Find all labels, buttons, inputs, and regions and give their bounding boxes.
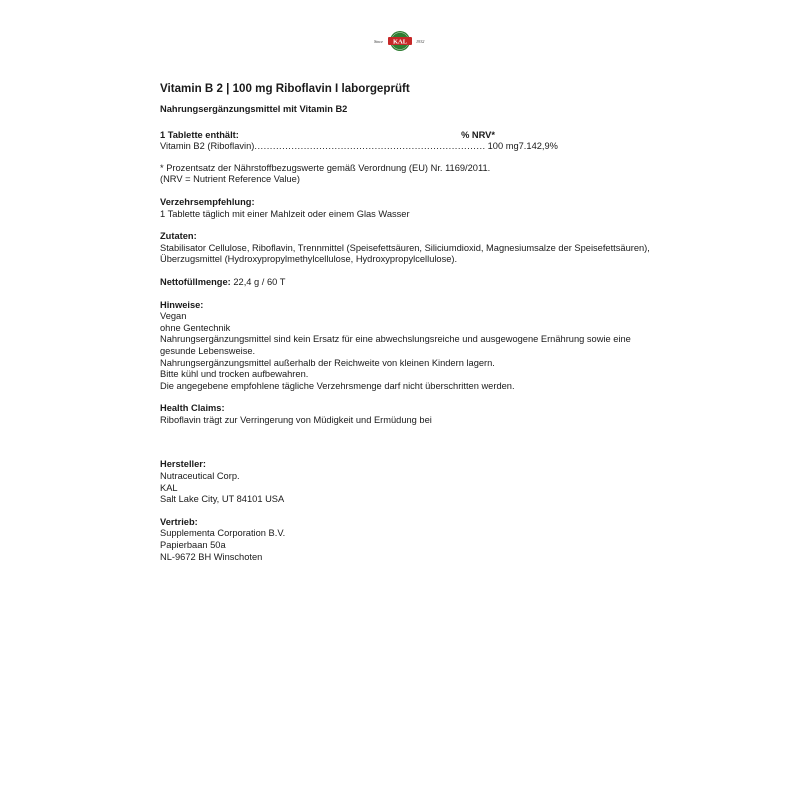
distributor-line: Supplementa Corporation B.V.: [160, 528, 286, 539]
manufacturer-line: Nutraceutical Corp.: [160, 471, 240, 482]
logo-since-left: Since: [374, 39, 384, 44]
footnote-line-2: (NRV = Nutrient Reference Value): [160, 174, 300, 185]
distributor-line: NL-9672 BH Winschoten: [160, 551, 263, 562]
usage-heading: Verzehrsempfehlung:: [160, 196, 255, 207]
nutrition-header-right: % NRV*: [461, 129, 495, 140]
health-claims-text: Riboflavin trägt zur Verringerung von Müdigkeit und Ermüdung bei: [160, 414, 432, 425]
nutrition-header-left: 1 Tablette enthält:: [160, 129, 239, 140]
nutrient-leader-dots: ...........................................................................: [254, 141, 486, 152]
footnote-line-1: * Prozentsatz der Nährstoffbezugswerte gemäß Verordnung (EU) Nr. 1169/2011.: [160, 162, 491, 173]
usage-section: [160, 197, 650, 220]
distributor-line: Papierbaan 50a: [160, 540, 226, 551]
ingredients-heading: Zutaten:: [160, 231, 197, 242]
nutrition-table-header: [160, 130, 495, 142]
notes-line: ohne Gentechnik: [160, 322, 231, 333]
notes-section: [160, 300, 650, 393]
usage-text: 1 Tablette täglich mit einer Mahlzeit oder einem Glas Wasser: [160, 208, 410, 219]
footnote: [160, 163, 650, 186]
net-quantity-section: [160, 277, 650, 289]
logo-brand: KAL: [392, 38, 408, 46]
ingredients-text: Stabilisator Cellulose, Riboflavin, Trennmittel (Speisefettsäuren, Siliciumdioxid, Magnesiumsalze der Speisefettsäuren), Überzugsmittel (Hydroxypropylmethylcellulose, Hydroxypropylcellulose).: [160, 242, 650, 265]
nutrient-name: Vitamin B2 (Riboflavin): [160, 141, 255, 152]
health-claims-section: [160, 403, 650, 426]
notes-line: Bitte kühl und trocken aufbewahren.: [160, 369, 309, 380]
nutrient-percent: 7.142,9%: [518, 141, 558, 152]
notes-line: Die angegebene empfohlene tägliche Verzehrsmenge darf nicht überschritten werden.: [160, 380, 515, 391]
manufacturer-heading: Hersteller:: [160, 459, 206, 470]
manufacturer-section: [160, 459, 650, 505]
notes-line: Nahrungsergänzungsmittel sind kein Ersatz für eine abwechslungsreiche und ausgewogene Ernährung sowie eine gesunde Lebensweise.: [160, 334, 631, 356]
health-claims-heading: Health Claims:: [160, 403, 225, 414]
kal-logo: [368, 24, 432, 58]
product-subtitle: Nahrungsergänzungsmittel mit Vitamin B2: [160, 104, 348, 114]
product-document: [160, 82, 650, 574]
manufacturer-line: Salt Lake City, UT 84101 USA: [160, 494, 285, 505]
notes-heading: Hinweise:: [160, 299, 204, 310]
product-title: Vitamin B 2 | 100 mg Riboflavin I laborgeprüft: [160, 82, 410, 95]
net-quantity-value: 22,4 g / 60 T: [230, 276, 286, 287]
notes-line: Nahrungsergänzungsmittel außerhalb der Reichweite von kleinen Kindern lagern.: [160, 357, 495, 368]
nutrition-table: [160, 129, 558, 153]
nutrient-amount: 100 mg: [487, 141, 519, 152]
manufacturer-line: KAL: [160, 482, 178, 493]
distributor-section: [160, 517, 650, 563]
distributor-heading: Vertrieb:: [160, 516, 198, 527]
notes-line: Vegan: [160, 311, 187, 322]
net-quantity-label: Nettofüllmenge:: [160, 276, 231, 287]
ingredients-section: [160, 231, 650, 266]
logo-since-right: 1932: [416, 39, 425, 44]
nutrition-row: [160, 141, 558, 153]
